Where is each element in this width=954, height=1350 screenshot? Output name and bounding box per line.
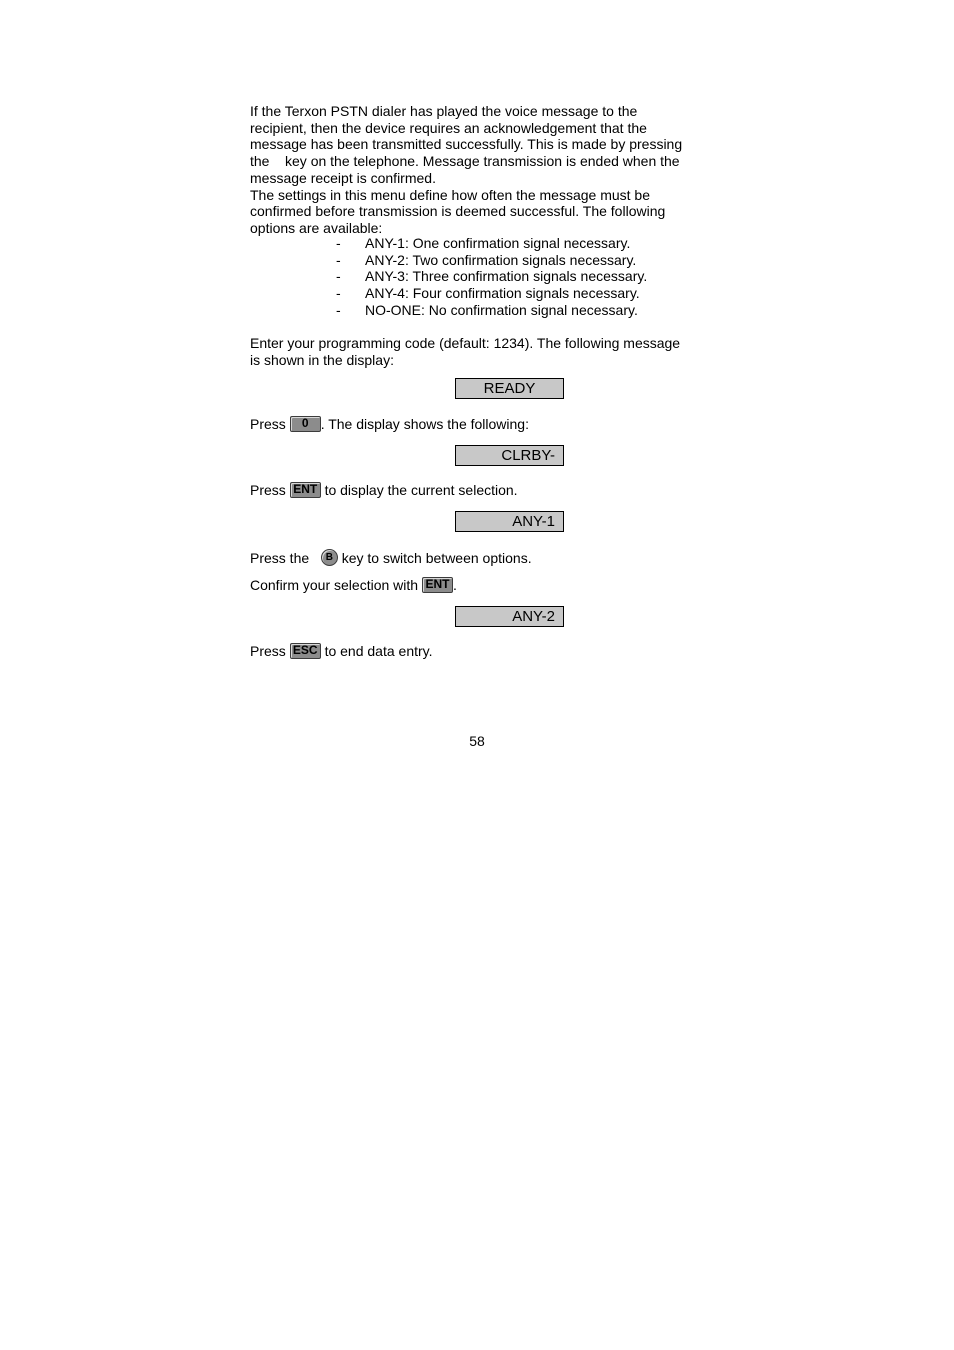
intro-line: The settings in this menu define how often the message must be [250,186,651,203]
step-text: Press the [250,550,314,566]
list-dash: - [336,301,341,318]
step-press-ent [250,482,518,499]
step-text: to end data entry. [320,643,433,659]
step-press-esc [250,643,433,660]
intro-line: the key on the telephone. Message transmission is ended when the [250,153,680,170]
lcd-display-clrby [455,445,564,466]
ent-key-icon: ENT [422,577,453,593]
b-key-icon: B [321,549,338,566]
step-text: to display the current selection. [320,482,518,498]
option-text: ANY-4: Four confirmation signals necessary. [365,285,640,302]
option-text: ANY-1: One confirmation signal necessary. [365,235,631,251]
lcd-display-any1 [455,511,564,532]
lcd-display-any2 [455,606,564,627]
esc-key-icon: ESC [290,643,321,659]
step-text: key to switch between options. [337,550,532,566]
step-press-b [250,549,532,567]
intro-line: message has been transmitted successfully. This is made by pressing [250,136,683,153]
option-text: ANY-2: Two confirmation signals necessary. [365,251,637,268]
display-text: ANY-1 [512,513,555,530]
zero-key-icon: 0 [290,416,321,432]
list-dash: - [336,251,341,268]
list-item [336,235,647,252]
intro-paragraph [250,103,700,237]
enter-code-line: is shown in the display: [250,351,394,368]
ent-key-icon: ENT [290,482,321,498]
step-text: . [452,577,457,593]
intro-line: options are available: [250,219,383,236]
step-text: Press [250,643,290,659]
intro-line: recipient, then the device requires an acknowledgement that the [250,119,647,136]
step-text: . The display shows the following: [320,416,529,432]
step-text: Press [250,416,290,432]
list-dash: - [336,235,341,251]
list-dash: - [336,268,341,285]
options-list [336,235,647,319]
list-item [336,302,647,319]
list-item [336,268,647,285]
enter-code-line: Enter your programming code (default: 1234). The following message [250,335,681,351]
list-item [336,252,647,269]
intro-line: If the Terxon PSTN dialer has played the voice message to the [250,103,638,119]
intro-line: message receipt is confirmed. [250,169,436,186]
page-number: 58 [469,733,485,749]
display-text: READY [483,380,536,397]
lcd-display-ready [455,378,564,399]
enter-code-paragraph [250,335,700,368]
display-text: ANY-2 [512,608,555,625]
display-text: CLRBY- [501,447,555,464]
intro-line: confirmed before transmission is deemed successful. The following [250,203,666,220]
list-item [336,285,647,302]
list-dash: - [336,285,341,302]
step-text: Press [250,482,290,498]
option-text: ANY-3: Three confirmation signals necessary. [365,268,648,285]
option-text: NO-ONE: No confirmation signal necessary. [365,301,638,318]
step-press-0 [250,416,529,433]
step-confirm [250,577,457,594]
step-text: Confirm your selection with [250,577,422,593]
